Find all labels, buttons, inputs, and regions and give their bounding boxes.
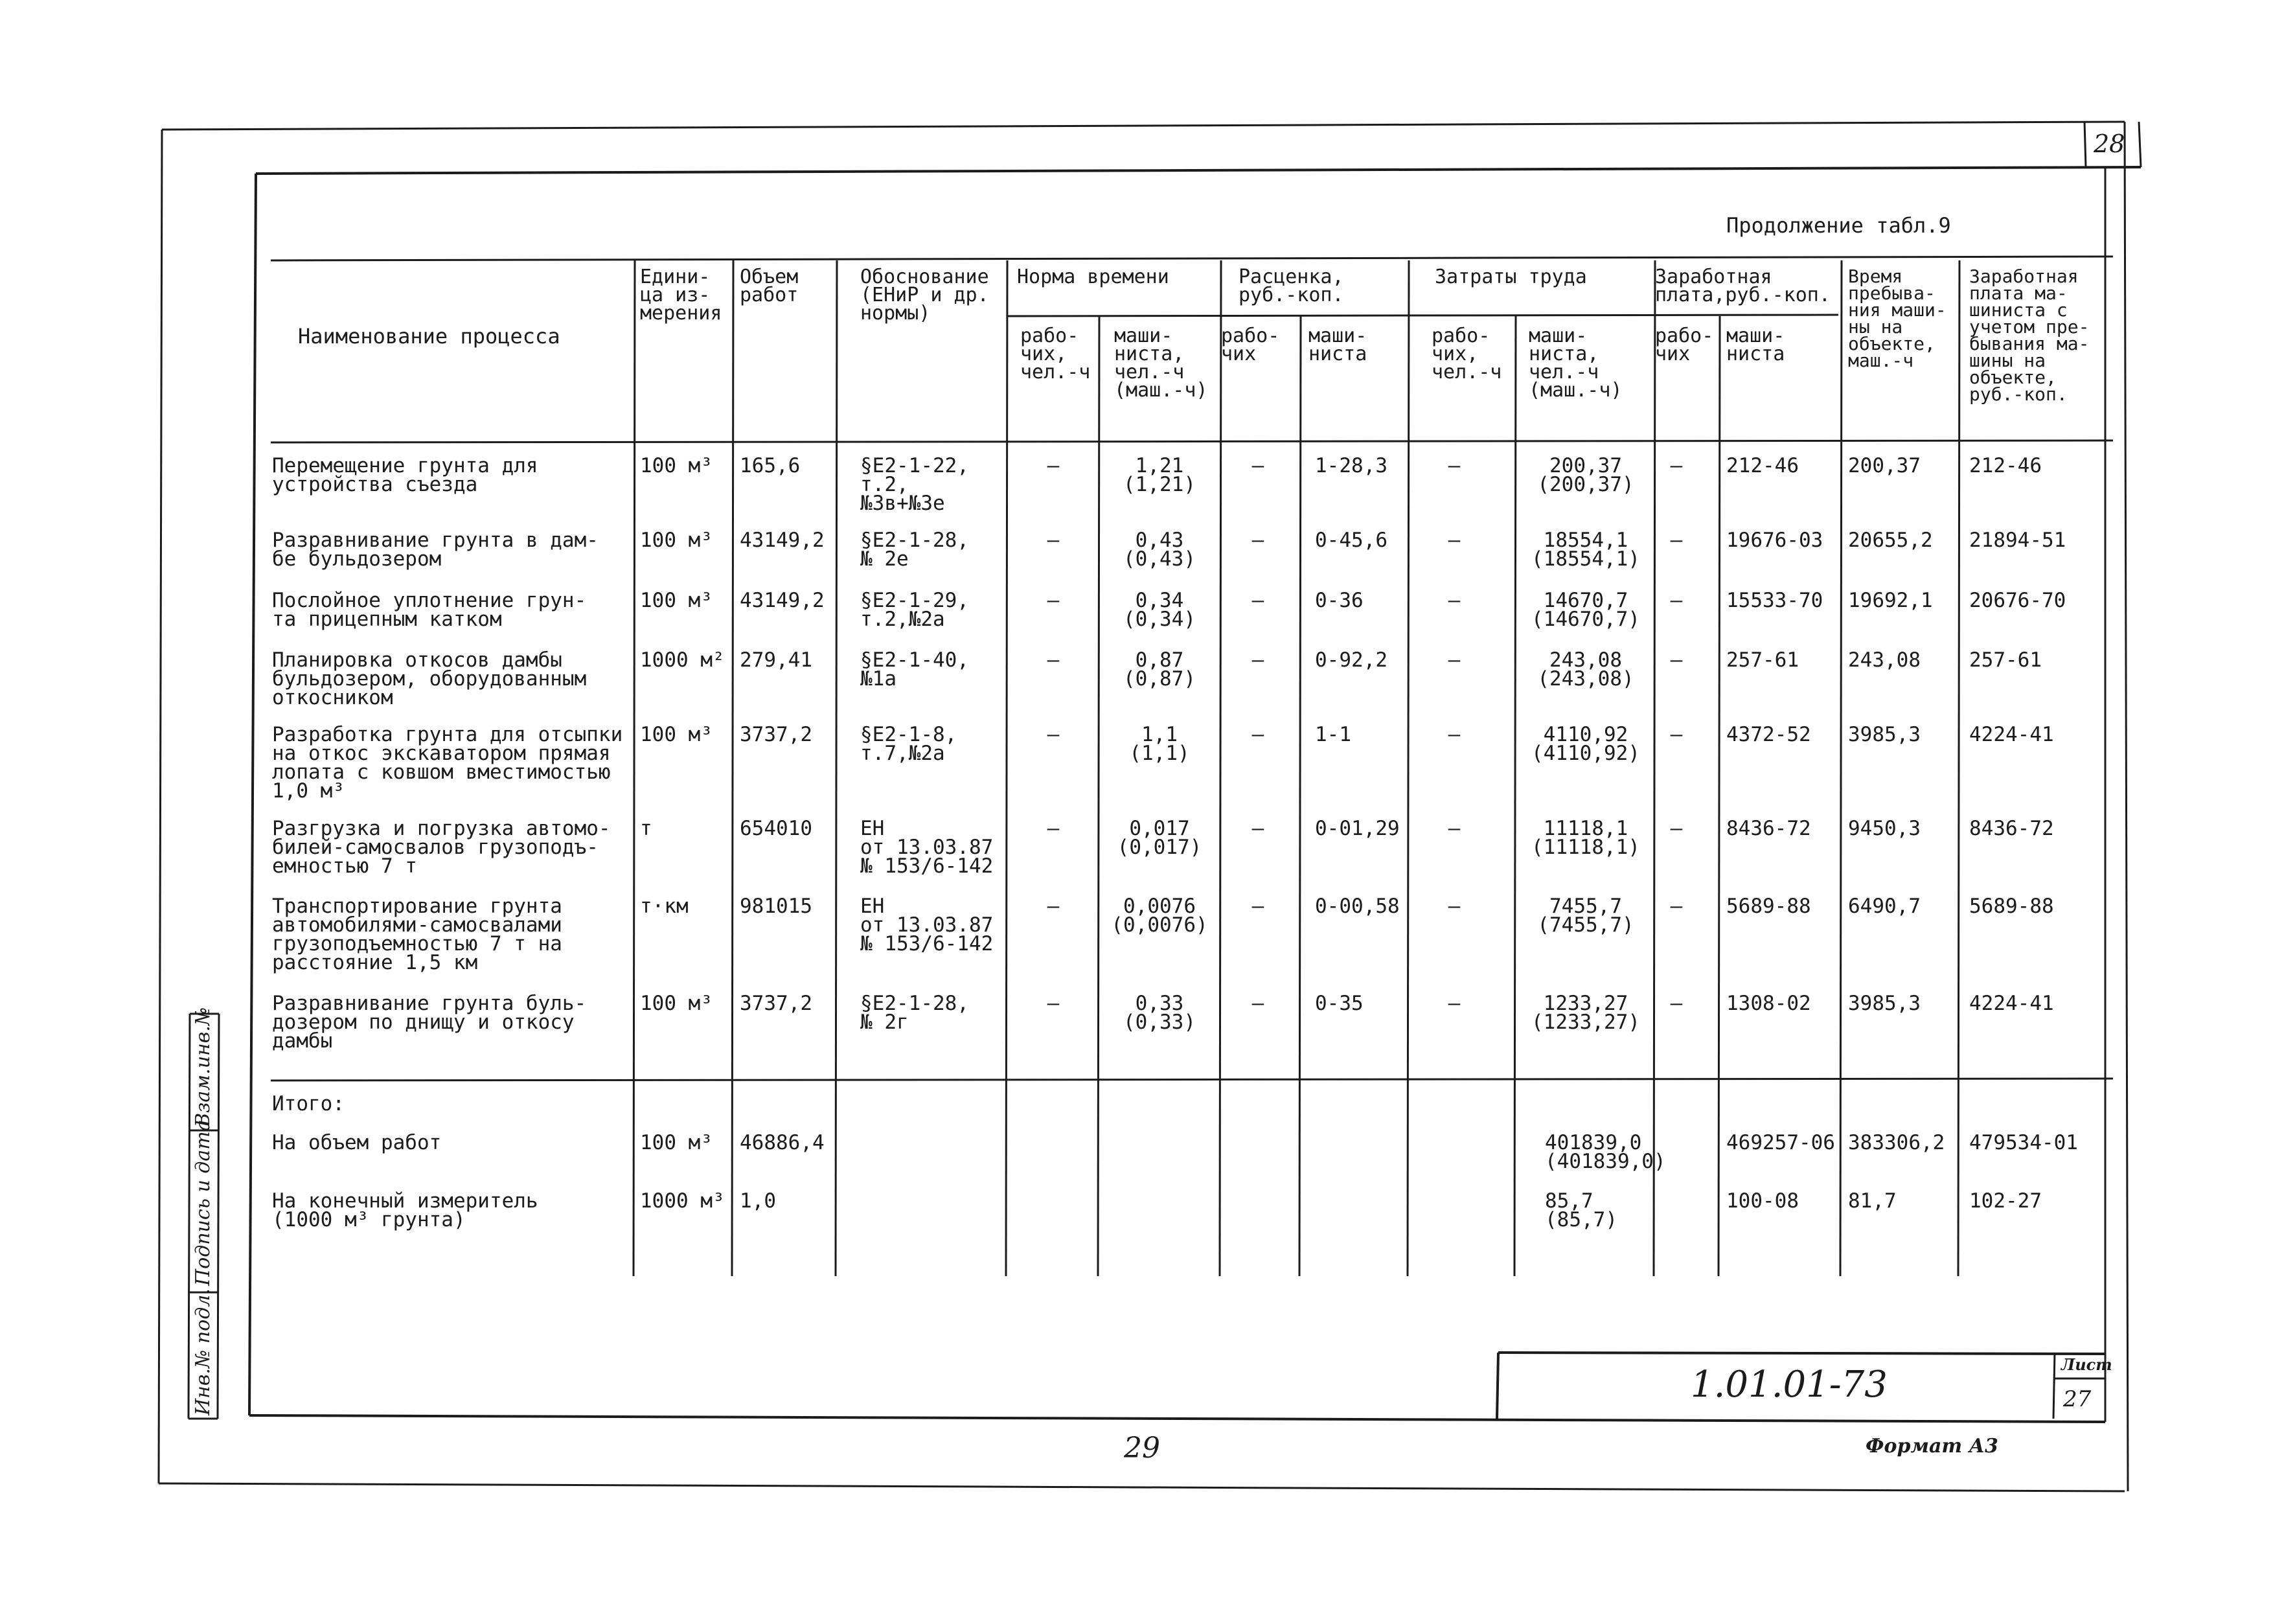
cell-ww: – xyxy=(1670,648,1683,672)
cell-wm: 8436-72 xyxy=(1726,817,1811,840)
total-cell-sw: 479534-01 xyxy=(1969,1131,2078,1154)
cell-basis: §Е2-1-40, №1а xyxy=(860,648,969,691)
cell-name: Послойное уплотнение грун- та прицепным катком xyxy=(272,589,587,631)
inner-frame-bottom xyxy=(249,1415,2105,1422)
cell-name: Перемещение грунта для устройства съезда xyxy=(272,454,538,496)
cell-unit: 100 м³ xyxy=(640,589,713,612)
cell-wm: 212-46 xyxy=(1726,454,1799,477)
cell-sw: 8436-72 xyxy=(1969,817,2054,840)
cell-st: 6490,7 xyxy=(1848,895,1921,918)
cell-nw: – xyxy=(1047,817,1060,840)
cell-unit: 100 м³ xyxy=(640,529,713,552)
cell-rw: – xyxy=(1251,992,1264,1015)
page-number-top: 28 xyxy=(2094,130,2125,158)
cell-name: Разравнивание грунта буль- дозером по днищу и откосу дамбы xyxy=(272,992,587,1053)
cell-lw: – xyxy=(1448,589,1461,612)
cell-basis: §Е2-1-28, № 2г xyxy=(860,992,969,1034)
cell-lm: 1233,27 (1233,27) xyxy=(1531,992,1640,1034)
cell-sw: 21894-51 xyxy=(1969,529,2066,552)
outer-frame-bottom xyxy=(159,1483,2125,1491)
document-code: 1.01.01-73 xyxy=(1691,1364,1888,1406)
cell-lw: – xyxy=(1448,992,1461,1015)
col-header-wage: Заработная плата,руб.-коп. xyxy=(1655,266,1831,306)
cell-rw: – xyxy=(1251,723,1264,746)
inner-frame-left xyxy=(249,174,256,1415)
cell-rw: – xyxy=(1251,529,1264,552)
cell-nm: 0,017 (0,017) xyxy=(1117,817,1202,859)
bottom-page-number: 29 xyxy=(1124,1432,1160,1465)
cell-st: 3985,3 xyxy=(1848,992,1921,1015)
cell-name: Транспортирование грунта автомобилями-самосвалами грузоподъемностью 7 т на расстояние 1,5 км xyxy=(272,895,562,974)
total-cell-lm: 85,7 (85,7) xyxy=(1545,1189,1617,1231)
cell-lm: 200,37 (200,37) xyxy=(1537,454,1634,496)
cell-ww: – xyxy=(1670,992,1683,1015)
subheader-wage-operator: маши- ниста xyxy=(1726,325,1785,365)
cell-volume: 279,41 xyxy=(740,648,812,672)
subheader-time-workers: рабо- чих, чел.-ч xyxy=(1020,325,1091,383)
cell-ww: – xyxy=(1670,454,1683,477)
cell-lw: – xyxy=(1448,895,1461,918)
total-cell-sw: 102-27 xyxy=(1969,1189,2042,1213)
cell-lm: 11118,1 (11118,1) xyxy=(1531,817,1640,859)
cell-rm: 0-35 xyxy=(1315,992,1364,1015)
cell-lm: 4110,92 (4110,92) xyxy=(1531,723,1640,765)
sheet-number: 27 xyxy=(2063,1386,2092,1412)
cell-st: 19692,1 xyxy=(1848,589,1933,612)
cell-name: Разравнивание грунта в дам- бе бульдозером xyxy=(272,529,599,571)
cell-nw: – xyxy=(1047,992,1060,1015)
cell-lw: – xyxy=(1448,648,1461,672)
cell-nw: – xyxy=(1047,454,1060,477)
cell-nm: 0,0076 (0,0076) xyxy=(1111,895,1208,937)
cell-rm: 1-1 xyxy=(1315,723,1351,746)
cell-nm: 1,21 (1,21) xyxy=(1123,454,1196,496)
cell-sw: 212-46 xyxy=(1969,454,2042,477)
cell-sw: 257-61 xyxy=(1969,648,2042,672)
cell-rm: 0-36 xyxy=(1315,589,1364,612)
total-cell-name: На конечный измеритель (1000 м³ грунта) xyxy=(272,1189,538,1231)
cell-lm: 18554,1 (18554,1) xyxy=(1531,529,1640,571)
total-cell-st: 81,7 xyxy=(1848,1189,1897,1213)
cell-st: 3985,3 xyxy=(1848,723,1921,746)
outer-frame xyxy=(162,122,2125,130)
cell-nw: – xyxy=(1047,723,1060,746)
cell-unit: т·км xyxy=(640,895,689,918)
col-header-stay-time: Время пребыва- ния маши- ны на объекте, маш.-ч xyxy=(1848,266,1947,371)
cell-ww: – xyxy=(1670,895,1683,918)
cell-nm: 0,43 (0,43) xyxy=(1123,529,1196,571)
outer-frame-left xyxy=(159,130,162,1483)
col-header-rate: Расценка, руб.-коп. xyxy=(1239,266,1344,306)
total-cell-name: На объем работ xyxy=(272,1131,442,1154)
subheader-labor-operator: маши- ниста, чел.-ч (маш.-ч) xyxy=(1529,325,1623,402)
cell-unit: 100 м³ xyxy=(640,992,713,1015)
cell-volume: 43149,2 xyxy=(740,589,825,612)
total-cell-unit: 100 м³ xyxy=(640,1131,713,1154)
cell-ww: – xyxy=(1670,817,1683,840)
stamp-signature-date: Подпись и дата xyxy=(192,1119,214,1286)
cell-wm: 19676-03 xyxy=(1726,529,1823,552)
cell-unit: 100 м³ xyxy=(640,454,713,477)
cell-volume: 654010 xyxy=(740,817,812,840)
total-cell-wm: 469257-06 xyxy=(1726,1131,1835,1154)
subheader-time-operator: маши- ниста, чел.-ч (маш.-ч) xyxy=(1114,325,1208,402)
cell-lw: – xyxy=(1448,723,1461,746)
stamp-replaced-inv: Взам.инв.№ xyxy=(192,1007,214,1127)
cell-lw: – xyxy=(1448,454,1461,477)
cell-rm: 0-01,29 xyxy=(1315,817,1400,840)
col-header-time-norm: Норма времени xyxy=(1017,266,1169,288)
cell-rm: 0-45,6 xyxy=(1315,529,1388,552)
cell-rw: – xyxy=(1251,589,1264,612)
cell-ww: – xyxy=(1670,589,1683,612)
format-label: Формат А3 xyxy=(1866,1435,1998,1458)
cell-lw: – xyxy=(1448,529,1461,552)
totals-label: Итого: xyxy=(272,1092,345,1115)
cell-volume: 43149,2 xyxy=(740,529,825,552)
cell-sw: 5689-88 xyxy=(1969,895,2054,918)
cell-rm: 0-92,2 xyxy=(1315,648,1388,672)
cell-unit: 1000 м² xyxy=(640,648,725,672)
cell-rw: – xyxy=(1251,648,1264,672)
col-header-basis: Обоснование (ЕНиР и др. нормы) xyxy=(860,266,989,325)
cell-wm: 1308-02 xyxy=(1726,992,1811,1015)
cell-sw: 20676-70 xyxy=(1969,589,2066,612)
cell-nm: 1,1 (1,1) xyxy=(1129,723,1190,765)
total-cell-lm: 401839,0 (401839,0) xyxy=(1545,1131,1666,1173)
cell-rw: – xyxy=(1251,454,1264,477)
cell-rm: 0-00,58 xyxy=(1315,895,1400,918)
total-cell-volume: 1,0 xyxy=(740,1189,776,1213)
col-header-name: Наименование процесса xyxy=(298,324,560,349)
outer-frame-right xyxy=(2125,122,2128,1491)
cell-volume: 3737,2 xyxy=(740,723,812,746)
inner-frame-top xyxy=(256,167,2141,174)
cell-lm: 243,08 (243,08) xyxy=(1537,648,1634,691)
subheader-rate-workers: рабо- чих xyxy=(1221,325,1280,365)
cell-basis: §Е2-1-29, т.2,№2а xyxy=(860,589,969,631)
cell-name: Разработка грунта для отсыпки на откос экскаватором прямая лопата с ковшом вместимостью 1,0 м³ xyxy=(272,723,623,803)
stamp-inv-number: Инв.№ подл. xyxy=(192,1288,214,1415)
col-header-volume: Объем работ xyxy=(740,266,799,306)
col-header-stay-wage: Заработная плата ма- шиниста с учетом пре- бывания ма- шины на объекте, руб.-коп. xyxy=(1969,266,2090,405)
total-cell-st: 383306,2 xyxy=(1848,1131,1945,1154)
cell-basis: §Е2-1-22, т.2, №3в+№3е xyxy=(860,454,969,515)
cell-wm: 5689-88 xyxy=(1726,895,1811,918)
cell-volume: 3737,2 xyxy=(740,992,812,1015)
cell-sw: 4224-41 xyxy=(1969,723,2054,746)
cell-lm: 14670,7 (14670,7) xyxy=(1531,589,1640,631)
cell-basis: §Е2-1-8, т.7,№2а xyxy=(860,723,957,765)
cell-rw: – xyxy=(1251,817,1264,840)
cell-st: 9450,3 xyxy=(1848,817,1921,840)
subheader-wage-workers: рабо- чих xyxy=(1655,325,1714,365)
cell-nm: 0,87 (0,87) xyxy=(1123,648,1196,691)
total-cell-unit: 1000 м³ xyxy=(640,1189,725,1213)
cell-volume: 981015 xyxy=(740,895,812,918)
cell-st: 200,37 xyxy=(1848,454,1921,477)
col-header-labor: Затраты труда xyxy=(1435,266,1587,288)
col-header-unit: Едини- ца из- мерения xyxy=(640,266,722,325)
cell-wm: 257-61 xyxy=(1726,648,1799,672)
cell-lw: – xyxy=(1448,817,1461,840)
cell-nw: – xyxy=(1047,648,1060,672)
cell-rw: – xyxy=(1251,895,1264,918)
table-caption: Продолжение табл.9 xyxy=(1726,213,1951,238)
subheader-labor-workers: рабо- чих, чел.-ч xyxy=(1432,325,1502,383)
sheet-label: Лист xyxy=(2061,1355,2112,1374)
total-cell-volume: 46886,4 xyxy=(740,1131,825,1154)
cell-nw: – xyxy=(1047,529,1060,552)
cell-ww: – xyxy=(1670,529,1683,552)
cell-wm: 4372-52 xyxy=(1726,723,1811,746)
cell-ww: – xyxy=(1670,723,1683,746)
cell-unit: т xyxy=(640,817,652,840)
cell-nm: 0,33 (0,33) xyxy=(1123,992,1196,1034)
cell-nm: 0,34 (0,34) xyxy=(1123,589,1196,631)
cell-name: Планировка откосов дамбы бульдозером, оборудованным откосником xyxy=(272,648,587,709)
subheader-rate-operator: маши- ниста xyxy=(1308,325,1367,365)
cell-wm: 15533-70 xyxy=(1726,589,1823,612)
cell-nw: – xyxy=(1047,895,1060,918)
cell-rm: 1-28,3 xyxy=(1315,454,1388,477)
cell-basis: §Е2-1-28, № 2е xyxy=(860,529,969,571)
cell-basis: ЕН от 13.03.87 № 153/6-142 xyxy=(860,895,994,955)
cell-st: 243,08 xyxy=(1848,648,1921,672)
total-cell-wm: 100-08 xyxy=(1726,1189,1799,1213)
cell-st: 20655,2 xyxy=(1848,529,1933,552)
cell-lm: 7455,7 (7455,7) xyxy=(1537,895,1634,937)
cell-sw: 4224-41 xyxy=(1969,992,2054,1015)
cell-basis: ЕН от 13.03.87 № 153/6-142 xyxy=(860,817,994,878)
cell-volume: 165,6 xyxy=(740,454,801,477)
cell-unit: 100 м³ xyxy=(640,723,713,746)
cell-name: Разгрузка и погрузка автомо- билей-самосвалов грузоподъ- емностью 7 т xyxy=(272,817,611,878)
cell-nw: – xyxy=(1047,589,1060,612)
